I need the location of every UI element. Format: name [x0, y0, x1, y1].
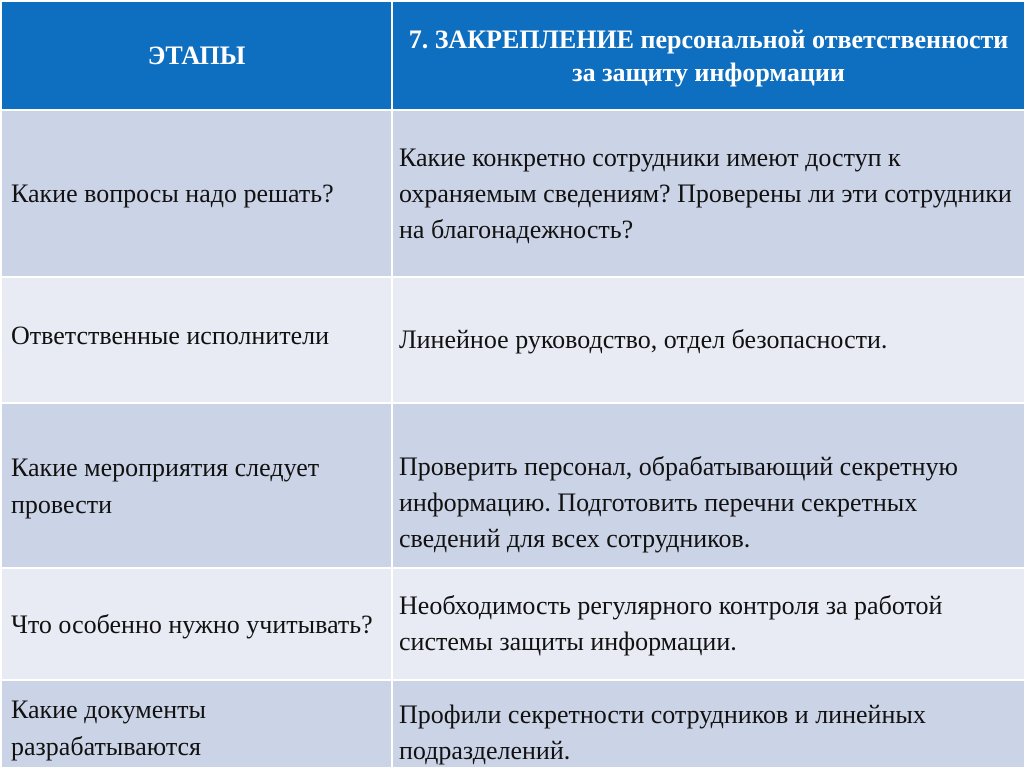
header-stage-title — [392, 1, 1024, 110]
header-stage-title-text: 7. ЗАКРЕПЛЕНИЕ персональной ответственности за защиту информации — [408, 24, 1009, 87]
row-answer: Необходимость регулярного контроля за работой системы защиты информации. — [399, 591, 943, 656]
table-row — [1, 568, 1024, 680]
row-question: Какие документы разрабатываются — [11, 695, 207, 761]
row-answer-cell — [392, 680, 1024, 767]
header-stages — [1, 1, 392, 110]
row-question: Какие мероприятия следует провести — [11, 452, 320, 519]
table-row — [1, 277, 1024, 403]
row-question-cell — [1, 680, 392, 767]
row-question: Что особенно нужно учитывать? — [11, 609, 373, 639]
row-question-cell — [1, 568, 392, 680]
row-answer: Какие конкретно сотрудники имеют доступ к охраняемым сведениям? Проверены ли эти сотрудники на благонадежность? — [399, 142, 1012, 244]
row-answer-cell — [392, 568, 1024, 680]
header-stages-text: ЭТАПЫ — [147, 41, 246, 70]
row-answer: Профили секретности сотрудников и линейных подразделений. — [399, 700, 926, 765]
row-answer-cell — [392, 277, 1024, 403]
table-row — [1, 680, 1024, 767]
table-row — [1, 110, 1024, 277]
row-question: Ответственные исполнители — [11, 320, 330, 350]
table-row — [1, 403, 1024, 568]
row-answer-cell — [392, 403, 1024, 568]
row-question-cell — [1, 277, 392, 403]
row-question-cell — [1, 110, 392, 277]
row-question-cell — [1, 403, 392, 568]
table-header-row — [1, 1, 1024, 110]
row-answer-cell — [392, 110, 1024, 277]
row-answer: Проверить персонал, обрабатывающий секретную информацию. Подготовить перечни секретных сведений для всех сотрудников. — [399, 451, 958, 553]
row-answer: Линейное руководство, отдел безопасности. — [399, 325, 888, 354]
row-question: Какие вопросы надо решать? — [11, 179, 334, 208]
